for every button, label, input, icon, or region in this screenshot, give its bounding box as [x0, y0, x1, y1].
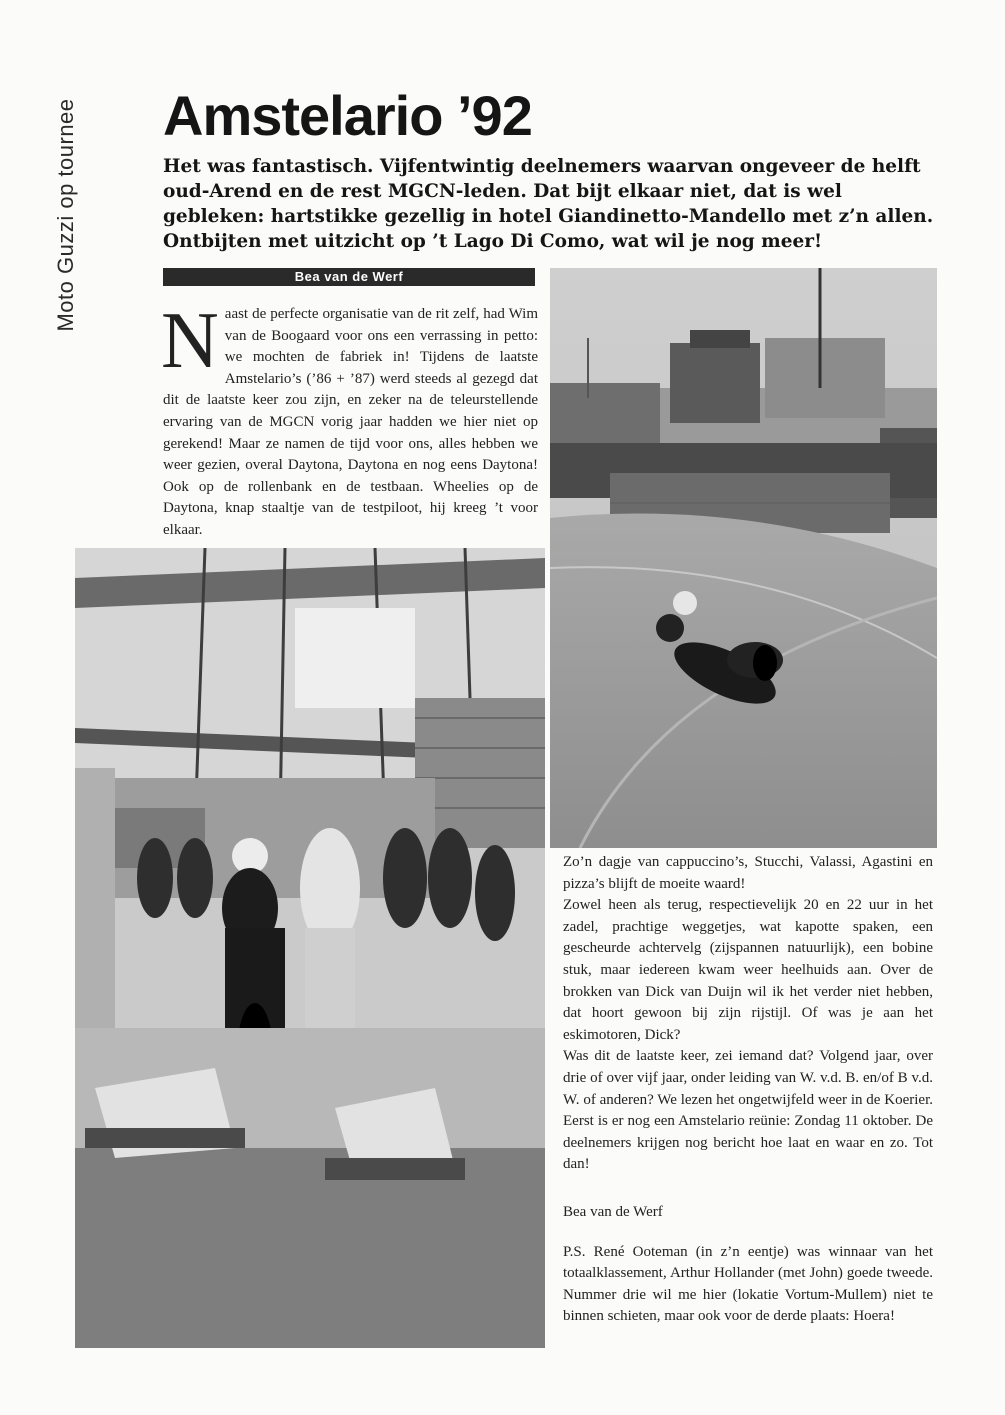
signature: Bea van de Werf [563, 1203, 663, 1220]
body-column [563, 852, 933, 1328]
photo-test-track [550, 268, 937, 848]
body-paragraph-2: Zowel heen als terug, respectievelijk 20 en 22 uur in het zadel, prachtige weggetjes, wat kapotte spaken, een gescheurde achtervelg (zijspannen natuurlijk), een bobine stuk, maar iedereen kwam weer heelhuids aan. Over de brokken van Dick van Duijn wil ik het verder niet hebben, dat hoort gewoon bij zijn rijstijl. Of was je aan het eskimotoren, Dick? [563, 897, 933, 1043]
body-paragraph-3: Was dit de laatste keer, zei iemand dat? Volgend jaar, over drie of over vijf jaar, onder leiding van W. v.d. B. en/of B v.d. W. of anderen? We lezen het ongetwijfeld weer in de Koerier. Eerst is er nog een Amstelario reünie: Zondag 11 oktober. De deelnemers krijgen nog bericht hoe laat en waar en zo. Tot dan! [563, 1048, 933, 1173]
section-label: Moto Guzzi op tournee [53, 98, 78, 332]
body-paragraph-1: Zo’n dagje van cappuccino’s, Stucchi, Valassi, Agastini en pizza’s blijft de moeite waard! [563, 854, 933, 892]
intro-column [161, 297, 538, 542]
photo-rollenbank [75, 548, 545, 1348]
intro-paragraph: Naast de perfecte organisatie van de rit zelf, had Wim van de Boogaard voor ons een verrassing in petto: we mochten de fabriek in! Tijdens de laatste Amstelario’s (’86 + ’87) werd steeds al gezegd dat dit de laatste keer zou zijn, en zeker na de teleurstellende ervaring van de MGCN vorig jaar hadden we hier niet op gerekend! Maar ze namen de tijd voor ons, alles hebben we weer gezien, overal Daytona, Daytona en nog eens Daytona! Ook op de rollenbank en de testbaan. Wheelies op de Daytona, knap staaltje van de testpiloot, hij kreeg ’t voor elkaar. [161, 297, 538, 538]
byline: Bea van de Werf [294, 269, 404, 284]
byline-bar [163, 268, 535, 286]
article-lead: Het was fantastisch. Vijfentwintig deelnemers waarvan ongeveer de helft oud-Arend en de rest MGCN-leden. Dat bijt elkaar niet, dat is wel gebleken: hartstikke gezellig in hotel Giandinetto-Mandello met z’n allen. Ontbijten met uitzicht op ’t Lago Di Como, wat wil je nog meer! [163, 156, 934, 252]
drop-cap: N [161, 297, 219, 385]
postscript: P.S. René Ooteman (in z’n eentje) was winnaar van het totaalklassement, Arthur Hollander (met John) goede tweede. Nummer drie wil me hier (lokatie Vortum-Mullem) niet te binnen schieten, maar ook voor de derde plaats: Hoera! [563, 1243, 933, 1325]
article-title: Amstelario ’92 [163, 84, 532, 147]
